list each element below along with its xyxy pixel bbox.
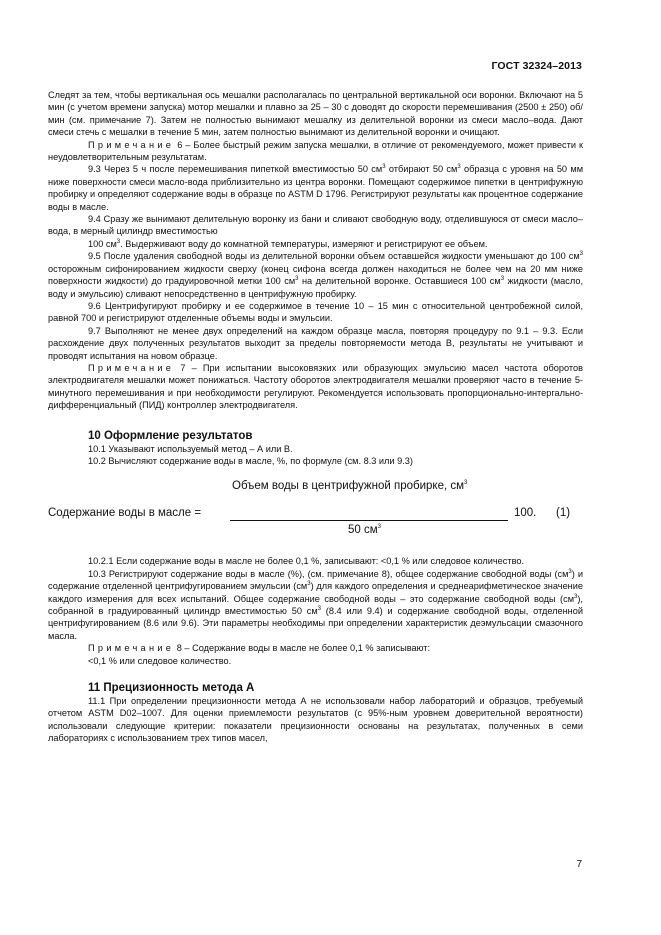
note-text: 6 – Более быстрый режим запуска мешалки, в отличие от рекомендуемого, может привести к неудовлетворительным результатам. bbox=[48, 139, 583, 163]
formula-multiplier: 100. bbox=[514, 507, 537, 520]
note-text: 7 – При испытании высоковязких или образующих эмульсию масел частота оборотов электродвигателя мешалки может понижаться. Частоту оборотов электродвигателя мешалки проверяют часто в течение 5-минутного перемешивания и при необходимости регулируют. Рекомендуется использовать пропорционально-интергально-дифференциальный (ПИД) контроллер электродвигателя. bbox=[48, 362, 583, 411]
text-run: Объем воды в центрифужной пробирке, см bbox=[232, 480, 465, 493]
text-run: 100 см bbox=[88, 238, 117, 249]
text-run: образца с уровня на 50 мм ниже поверхности смеси масло-вода приблизительно из центра воронки. Помещают содержимое пипетки в центрифужную пробирку и определяют содержание воды в образце по ASTM D 1796. Регистрируют результаты как процентное содержание воды в масле. bbox=[48, 164, 584, 212]
paragraph-10-2-1: 10.2.1 Если содержание воды в масле не более 0,1 %, записывают: <0,1 % или следовое количество. bbox=[88, 556, 525, 567]
text-run: . Выдерживают воду до комнатной температуры, измеряют и регистрируют ее объем. bbox=[120, 238, 488, 249]
formula-denominator bbox=[348, 524, 381, 536]
superscript: 3 bbox=[457, 164, 461, 171]
superscript: 3 bbox=[579, 251, 583, 258]
superscript: 3 bbox=[574, 593, 578, 600]
paragraph-9-4-continued bbox=[48, 238, 583, 250]
note-label: Примечание bbox=[88, 362, 175, 373]
note-text: 8 – Содержание воды в масле не более 0,1 % записывают: bbox=[174, 643, 431, 654]
superscript: 3 bbox=[307, 581, 311, 588]
note-7 bbox=[48, 362, 583, 412]
paragraph-11-1: 11.1 При определении прецизионности метода А не использовали набор лабораторий и образцов, требуемый отчетом ASTM D02–1007. Для оценки приемлемости результатов (с 95%-ным уровнем доверительной вероятности) использовали следующие критерии: показатели прецизионности основаны на результатах, полученных в семи лабораториях с использованием трех типов масел, bbox=[48, 696, 583, 744]
paragraph-9-7: 9.7 Выполняют не менее двух определений на каждом образце масла, повторяя процедуру по 9.1 – 9.3. Если расхождение двух полученных результатов выходит за пределы повторяемости метода В, результаты не учитывают и проводят испытания на новом образце. bbox=[48, 325, 583, 361]
text-run: осторожным сифонированием жидкости сверху (конец сифона всегда должен находиться не более чем на 20 мм ниже поверхности жидкости) до градуировочной метки 100 см bbox=[48, 263, 583, 287]
text-run: ), собранной в градуированный цилиндр вместимостью 50 см bbox=[48, 593, 583, 616]
paragraph-9-5 bbox=[48, 250, 583, 300]
text-run: 50 см bbox=[348, 524, 378, 537]
text-run: ) и содержание отделенной центрифугированием эмульсии (см bbox=[48, 568, 583, 592]
formula-number: (1) bbox=[556, 507, 571, 520]
superscript: 3 bbox=[568, 568, 572, 575]
formula-numerator bbox=[232, 480, 467, 492]
superscript: 3 bbox=[377, 524, 381, 531]
note-6 bbox=[48, 139, 583, 164]
paragraph-9-4: 9.4 Сразу же вынимают делительную воронку из бани и сливают свободную воду, отделившуюся от смеси масло–вода, в мерный цилиндр вместимостью bbox=[48, 214, 583, 237]
standard-code: ГОСТ 32324–2013 bbox=[491, 60, 582, 72]
note-label: Примечание bbox=[88, 139, 175, 150]
paragraph-10-1: 10.1 Указывают используемый метод – А или В. bbox=[88, 443, 293, 454]
note-8 bbox=[48, 642, 583, 654]
note-label: Примечание bbox=[88, 643, 175, 654]
text-run: жидкости (масло, воду и эмульсию) сливают непосредственно в центрифужную пробирку. bbox=[48, 276, 583, 299]
text-run: (8.4 или 9.4) и содержание свободной воды, отделенной центрифугированием (8.6 или 9.6). Эти параметры необходимы при определении характеристик деэмульсации смазочного масла. bbox=[48, 606, 583, 641]
text-run: на делительной воронке. Оставшиеся 100 см bbox=[298, 276, 501, 287]
formula-lhs: Содержание воды в масле = bbox=[48, 507, 202, 520]
superscript: 3 bbox=[464, 480, 468, 487]
superscript: 3 bbox=[382, 164, 386, 171]
superscript: 3 bbox=[317, 605, 321, 612]
formula-1 bbox=[48, 471, 583, 555]
paragraph-10-2: 10.2 Вычисляют содержание воды в масле, %, по формуле (см. 8.3 или 9.3) bbox=[88, 455, 413, 466]
paragraph-10-3 bbox=[48, 568, 583, 642]
section-11-title: 11 Прецизионность метода А bbox=[88, 682, 255, 695]
note-8-line-2: <0,1 % или следовое количество. bbox=[88, 655, 232, 666]
text-run: ) для каждого определения и среднеарифметическое значение каждого измерения для всех испытаний. Общее содержание свободной воды – это содержание свободной воды (см bbox=[48, 581, 584, 604]
text-run: 9.5 После удаления свободной воды из делительной воронки объем оставшейся жидкости уменьшают до 100 см bbox=[88, 251, 580, 262]
paragraph-9-3 bbox=[48, 163, 583, 213]
superscript: 3 bbox=[295, 276, 299, 283]
paragraph-9-6: 9.6 Центрифугируют пробирку и ее содержимое в течение 10 – 15 мин с относительной центробежной силой, равной 700 и регистрируют отделенные объемы воды и эмульсии. bbox=[48, 300, 583, 324]
fraction-bar bbox=[230, 520, 508, 521]
text-run: отбирают 50 см bbox=[385, 164, 458, 175]
paragraph-intro: Следят за тем, чтобы вертикальная ось мешалки располагалась по центральной вертикальной оси воронки. Включают на 5 мин (с учетом времени запуска) мотор мешалки и плавно за 25 – 30 с доводят до скорости перемешивания (2500 ± 250) об/мин (см. примечание 7). Затем не полностью вынимают мешалку из делительной воронки из смеси масло–вода. Дают смеси стечь с мешалки в течение 5 мин, затем полностью вынимают из делительной воронки и очищают. bbox=[48, 90, 583, 138]
text-run: 9.3 Через 5 ч после перемешивания пипеткой вместимостью 50 см bbox=[88, 164, 383, 175]
section-10-title: 10 Оформление результатов bbox=[88, 429, 253, 442]
page-number: 7 bbox=[576, 859, 582, 870]
superscript: 3 bbox=[116, 238, 121, 245]
text-run: 10.3 Регистрируют содержание воды в масле (%), (см. примечание 8), общее содержание свободной воды (см bbox=[88, 568, 569, 579]
superscript: 3 bbox=[500, 276, 505, 283]
document-body bbox=[48, 89, 583, 745]
